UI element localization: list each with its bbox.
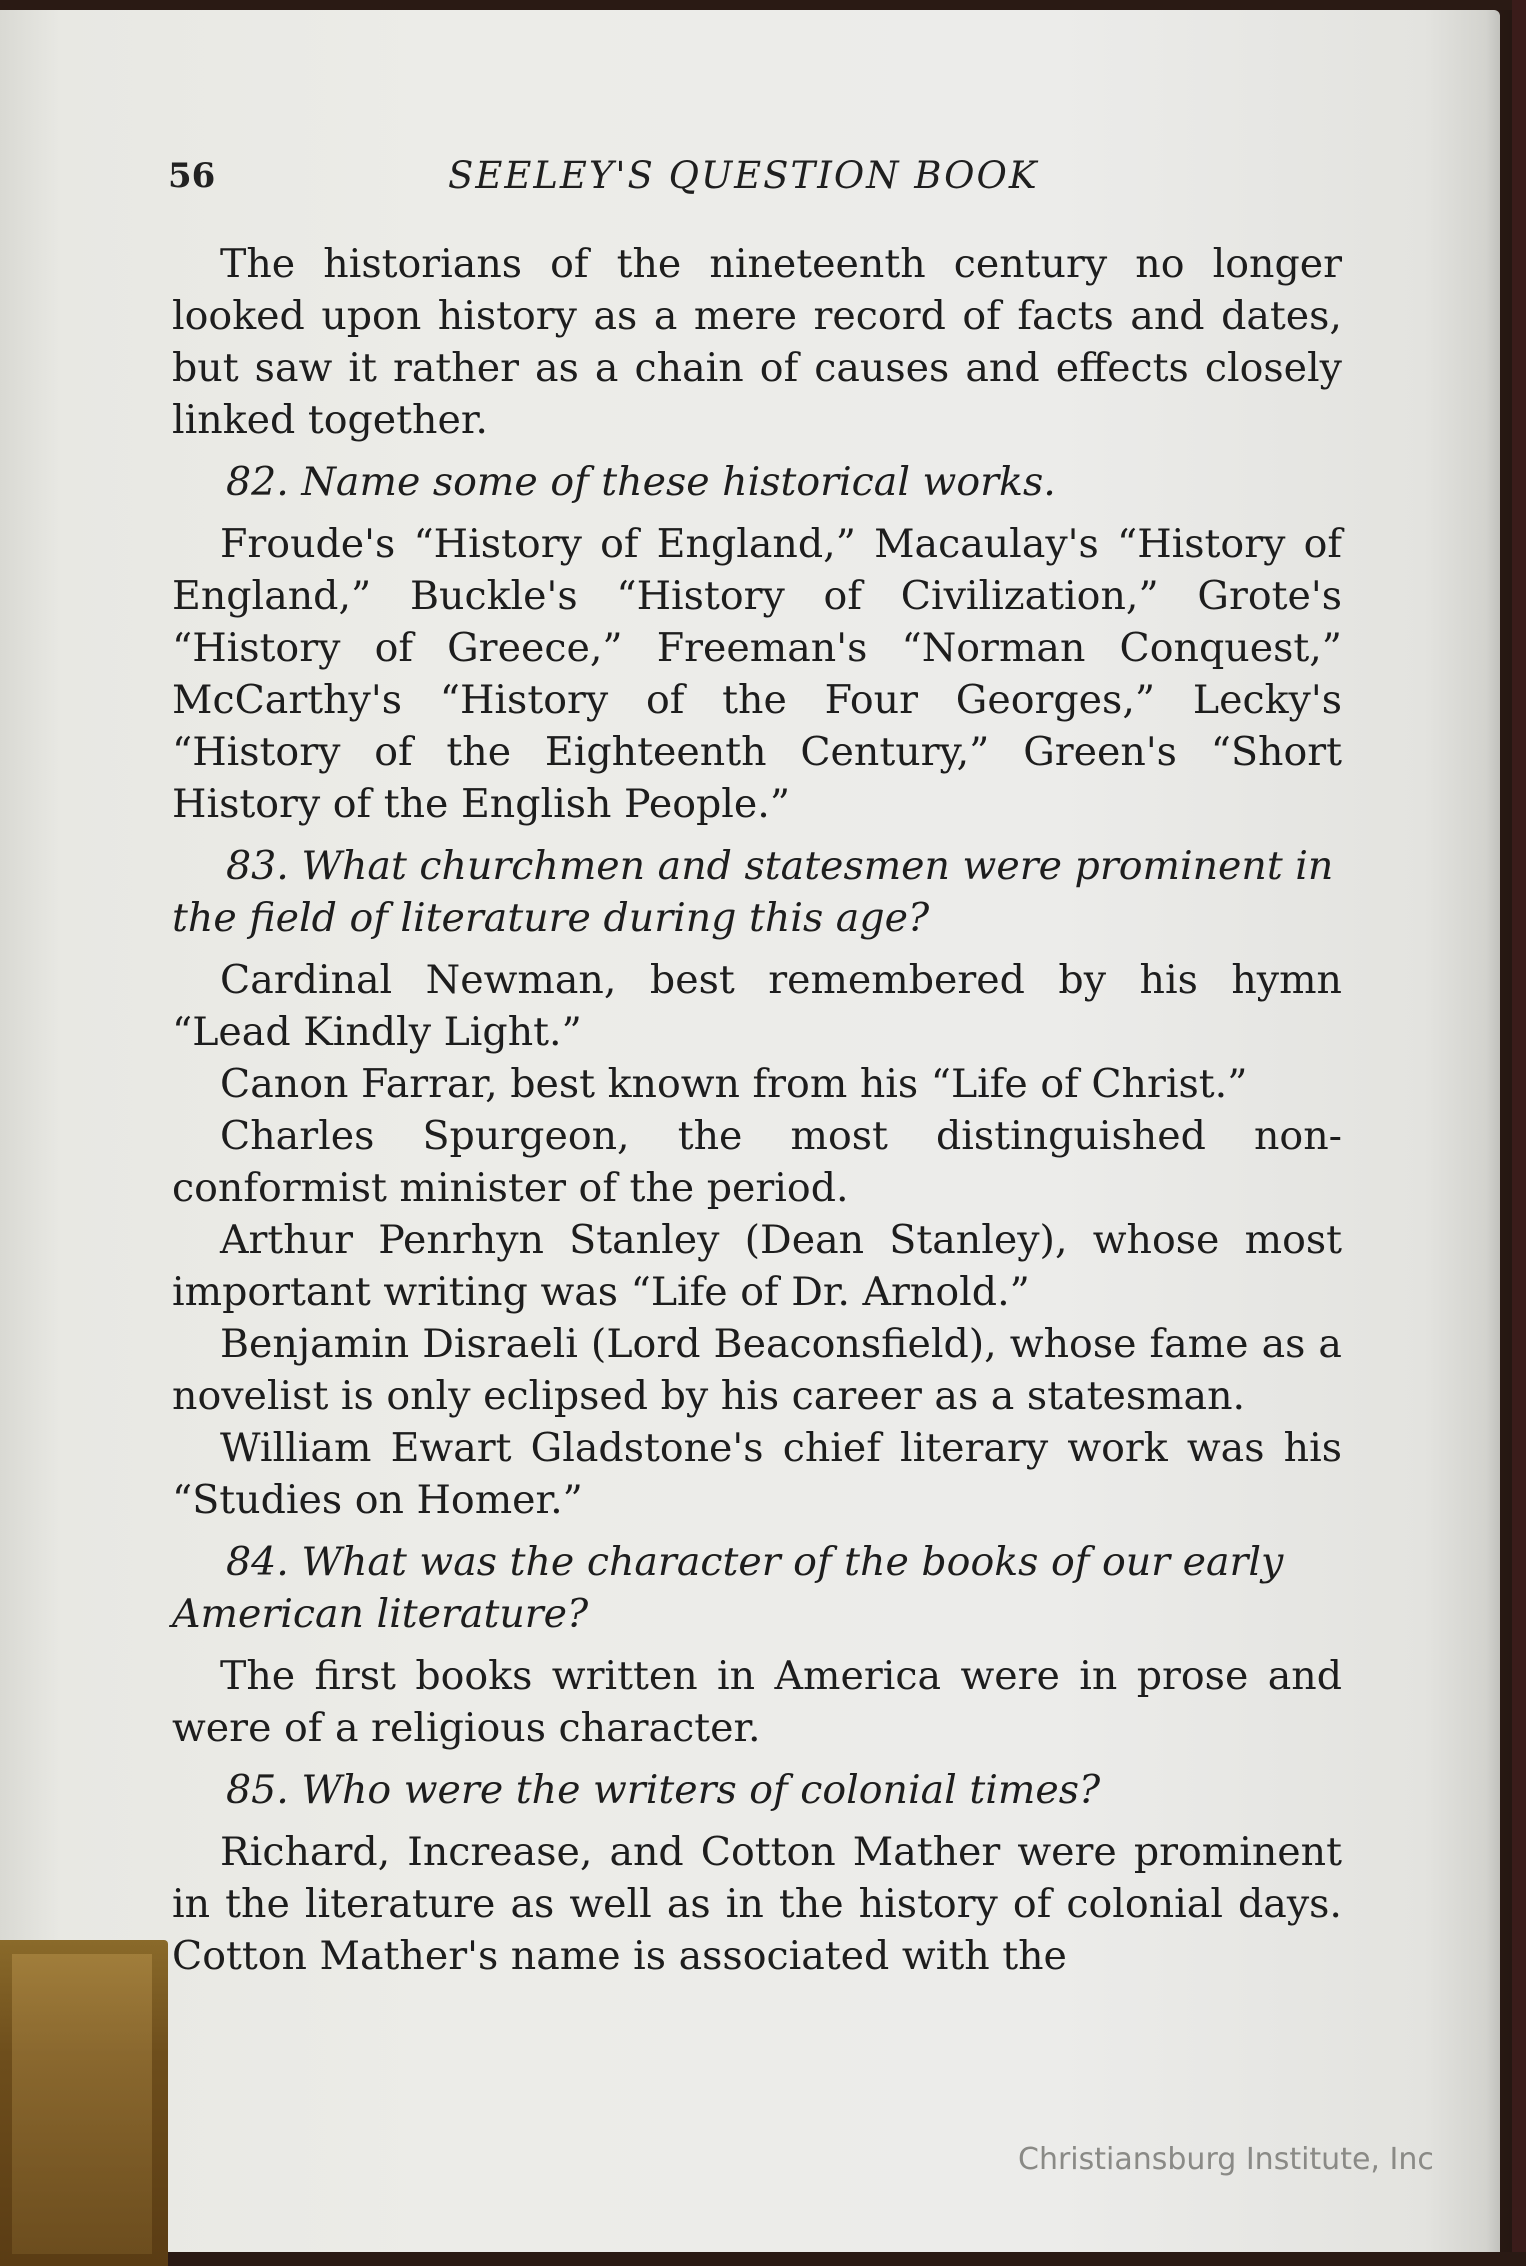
answer-83-disraeli: Benjamin Disraeli (Lord Beaconsfield), whose fame as a novelist is only eclipsed by his career as a statesman. [172, 1321, 1342, 1419]
answer-85: Richard, Increase, and Cotton Mather were prominent in the literature as well as in the history of colonial days. Cotton Mather's name is associated with the [172, 1829, 1342, 1979]
answer-84: The first books written in America were in prose and were of a religious character. [172, 1653, 1342, 1751]
watermark: Christiansburg Institute, Inc [1018, 2142, 1434, 2177]
page-gutter-shadow [1486, 10, 1512, 2260]
answer-83-farrar: Canon Farrar, best known from his “Life of Christ.” [220, 1061, 1248, 1107]
question-85: 85. Who were the writers of colonial times? [226, 1767, 1101, 1813]
answer-83-stanley: Arthur Penrhyn Stanley (Dean Stanley), whose most important writing was “Life of Dr. Arnold.” [172, 1217, 1342, 1315]
question-83: 83. What churchmen and statesmen were prominent in the field of literature during this age? [172, 843, 1334, 941]
page-number: 56 [168, 156, 216, 196]
page-body [172, 238, 1342, 1982]
intro-paragraph: The historians of the nineteenth century no longer looked upon history as a mere record of facts and dates, but saw it rather as a chain of causes and effects closely linked together. [172, 241, 1342, 443]
running-title: SEELEY'S QUESTION BOOK [448, 154, 1039, 197]
page-header [168, 150, 1348, 210]
answer-83-gladstone: William Ewart Gladstone's chief literary work was his “Studies on Homer.” [172, 1425, 1342, 1523]
answer-83-newman: Cardinal Newman, best remembered by his hymn “Lead Kindly Light.” [172, 957, 1342, 1055]
answer-83-spurgeon: Charles Spurgeon, the most distinguished non-conformist minister of the period. [172, 1113, 1342, 1211]
book-cover-edge [1512, 0, 1526, 2266]
answer-82: Froude's “History of England,” Macaulay's “History of England,” Buckle's “History of Civilization,” Grote's “History of Greece,” Freeman's “Norman Conquest,” McCarthy's “History of the Four Georges,” Lecky's “History of the Eighteenth Century,” Green's “Short History of the English People.” [172, 521, 1342, 827]
question-82: 82. Name some of these historical works. [226, 459, 1056, 505]
book-bottom-edge [0, 2252, 1526, 2266]
question-84: 84. What was the character of the books of our early American literature? [172, 1539, 1284, 1637]
page-tab [0, 1940, 168, 2266]
